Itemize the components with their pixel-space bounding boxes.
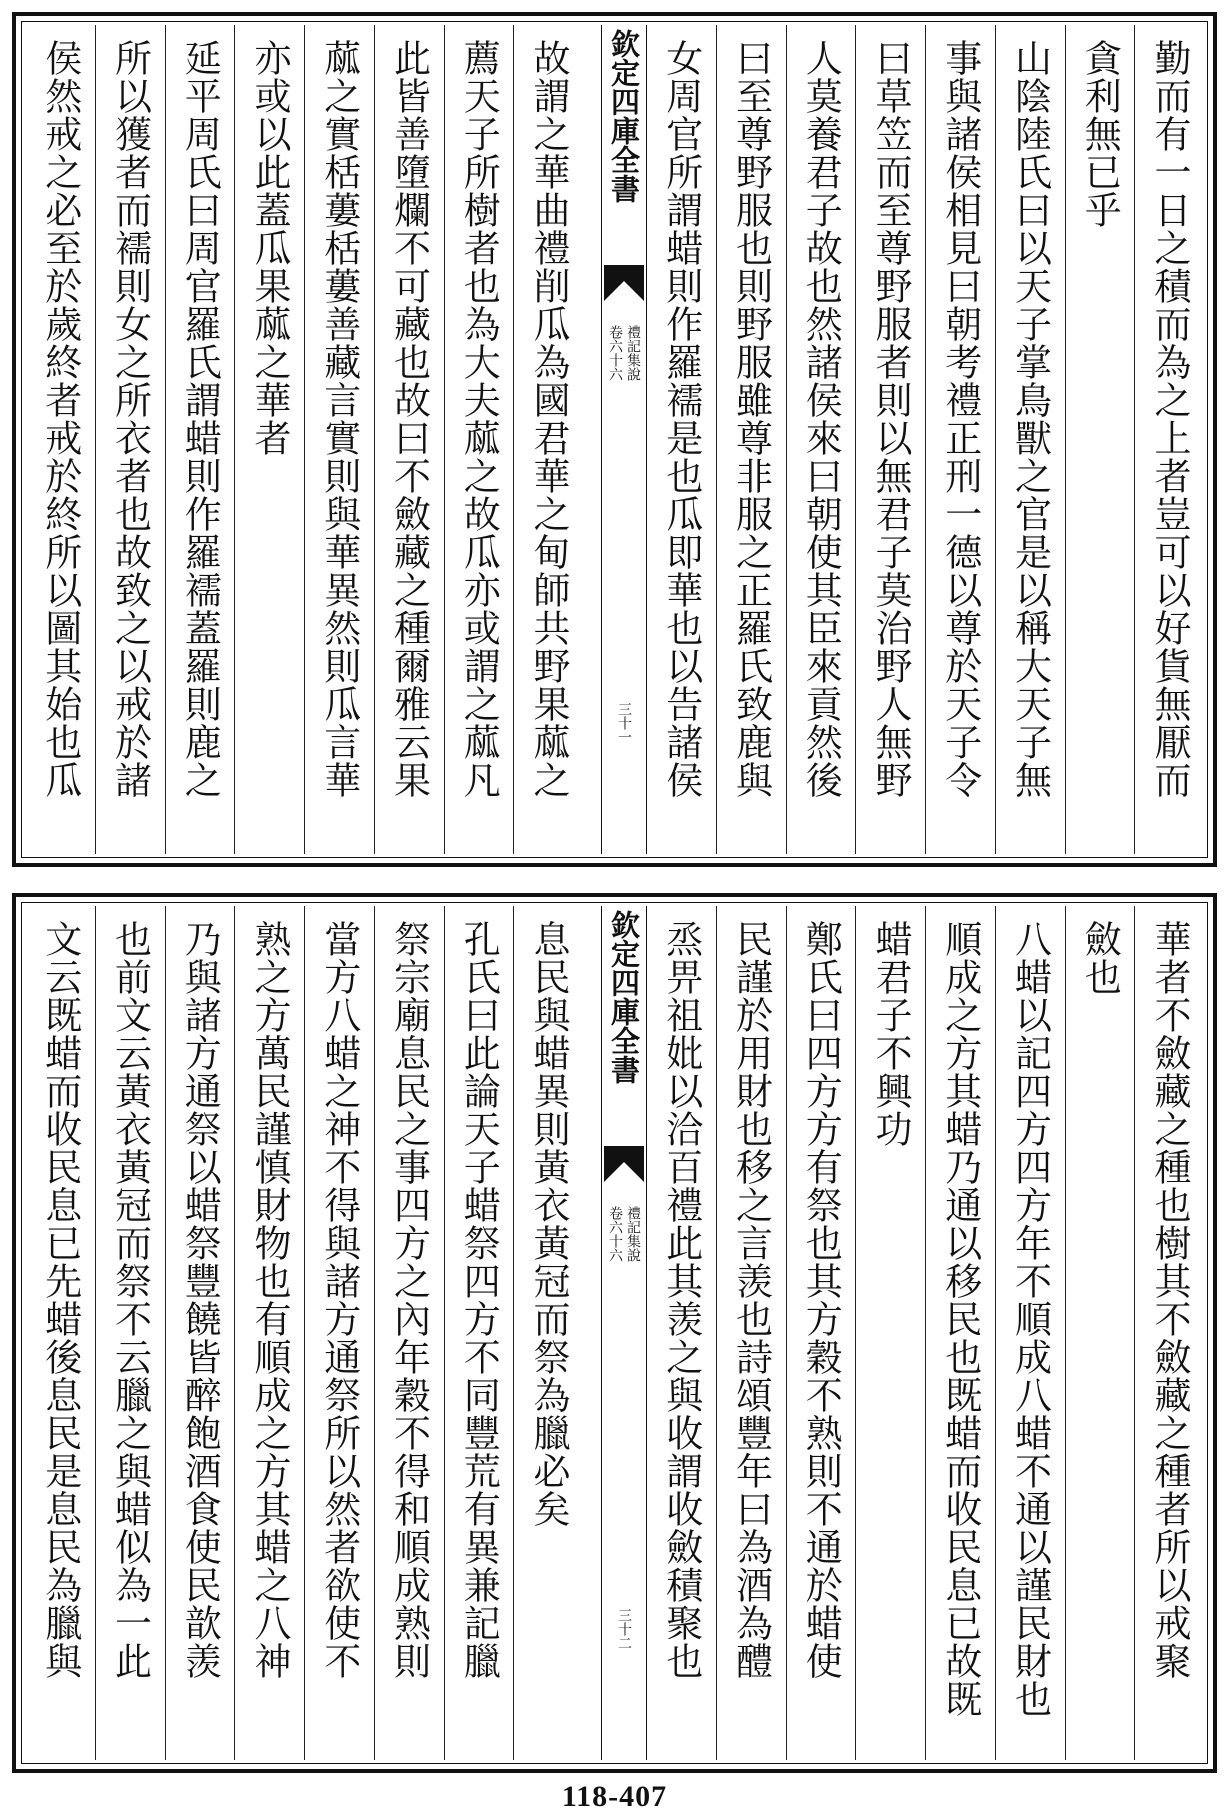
text-column: 女周官所謂蜡則作羅襦是也瓜即華也以告諸侯 <box>659 39 703 799</box>
text-column: 延平周氏曰周官羅氏謂蜡則作羅襦蓋羅則鹿之 <box>165 25 235 854</box>
text-column: 人莫養君子故也然諸侯來曰朝使其臣來貢然後 <box>786 25 856 854</box>
text-column: 孔氏曰此論天子蜡祭四方不同豐荒有異兼記臘 <box>444 906 514 1760</box>
chapter-volume: 卷六十六 <box>607 325 623 381</box>
fishtail-ornament-icon <box>604 1146 644 1182</box>
text-column: 曰至尊野服也則野服雖尊非服之正羅氏致鹿與 <box>716 25 786 854</box>
page-number: 三十二 <box>616 1608 632 1650</box>
text-column: 薦天子所樹者也為大夫蓏之故瓜亦或謂之蓏凡 <box>444 25 514 854</box>
top-right-half <box>646 25 1204 854</box>
chapter-book: 禮記集說 <box>625 325 641 381</box>
text-column: 斂也 <box>1065 906 1135 1760</box>
text-column: 當方八蜡之神不得與諸方通祭所以然者欲使不 <box>304 906 374 1760</box>
footer-page-code: 118-407 <box>561 1780 668 1813</box>
text-column: 此皆善墮爛不可藏也故曰不斂藏之種爾雅云果 <box>374 25 444 854</box>
top-left-half <box>25 25 583 854</box>
fishtail-ornament-icon <box>604 265 644 301</box>
bottom-page <box>12 893 1217 1773</box>
chapter-volume: 卷六十六 <box>607 1206 623 1262</box>
text-column: 祭宗廟息民之事四方之內年穀不得和順成熟則 <box>374 906 444 1760</box>
text-column: 勤而有一日之積而為之上者豈可以好貨無厭而 <box>1134 25 1204 854</box>
text-column: 事與諸侯相見曰朝考禮正刑一德以尊於天子令 <box>925 25 995 854</box>
text-column: 乃與諸方通祭以蜡祭豐饒皆醉飽酒食使民歆羡 <box>165 906 235 1760</box>
text-column: 蓏之實栝蔞栝蔞善藏言實則與華異然則瓜言華 <box>304 25 374 854</box>
text-column: 烝畀祖妣以洽百禮此其羡之與收謂收斂積聚也 <box>659 920 703 1680</box>
text-column: 曰草笠而至尊野服者則以無君子莫治野人無野 <box>855 25 925 854</box>
text-column: 民謹於用財也移之言羡也詩頌豐年曰為酒為醴 <box>716 906 786 1760</box>
text-column: 蜡君子不興功 <box>855 906 925 1760</box>
text-column: 侯然戒之必至於歲終者戒於終所以圖其始也瓜 <box>38 39 82 799</box>
text-column: 息民與蜡異則黃衣黃冠而祭為臘必矣 <box>513 906 583 1760</box>
text-column: 文云既蜡而收民息已先蜡後息民是息民為臘與 <box>38 920 82 1680</box>
text-column: 八蜡以記四方四方年不順成八蜡不通以謹民財也 <box>995 906 1065 1760</box>
page-center-strip <box>601 906 647 1760</box>
text-column: 順成之方其蜡乃通以移民也既蜡而收民息已故既 <box>925 906 995 1760</box>
chapter-book: 禮記集說 <box>625 1206 641 1262</box>
page-number: 三十一 <box>616 702 632 744</box>
chapter-label <box>606 1206 642 1376</box>
text-column: 華者不斂藏之種也樹其不斂藏之種者所以戒聚 <box>1134 906 1204 1760</box>
book-title: 欽定四庫全書 <box>607 910 641 1084</box>
text-column: 也前文云黃衣黃冠而祭不云臘之與蜡似為一此 <box>95 906 165 1760</box>
text-column: 貪利無已乎 <box>1065 25 1135 854</box>
text-column: 熟之方萬民謹慎財物也有順成之方其蜡之八神 <box>234 906 304 1760</box>
text-column: 所以獲者而襦則女之所衣者也故致之以戒於諸 <box>95 25 165 854</box>
page-center-strip <box>601 25 647 854</box>
chapter-label <box>606 325 642 495</box>
bottom-left-half <box>25 906 583 1760</box>
text-column: 亦或以此蓋瓜果蓏之華者 <box>234 25 304 854</box>
bottom-right-half <box>646 906 1204 1760</box>
text-column: 故謂之華曲禮削瓜為國君華之甸師共野果蓏之 <box>513 25 583 854</box>
top-page <box>12 12 1217 867</box>
book-title: 欽定四庫全書 <box>607 29 641 203</box>
text-column: 山陰陸氏曰以天子掌鳥獸之官是以稱大天子無 <box>995 25 1065 854</box>
text-column: 鄭氏曰四方方有祭也其方穀不熟則不通於蜡使 <box>786 906 856 1760</box>
